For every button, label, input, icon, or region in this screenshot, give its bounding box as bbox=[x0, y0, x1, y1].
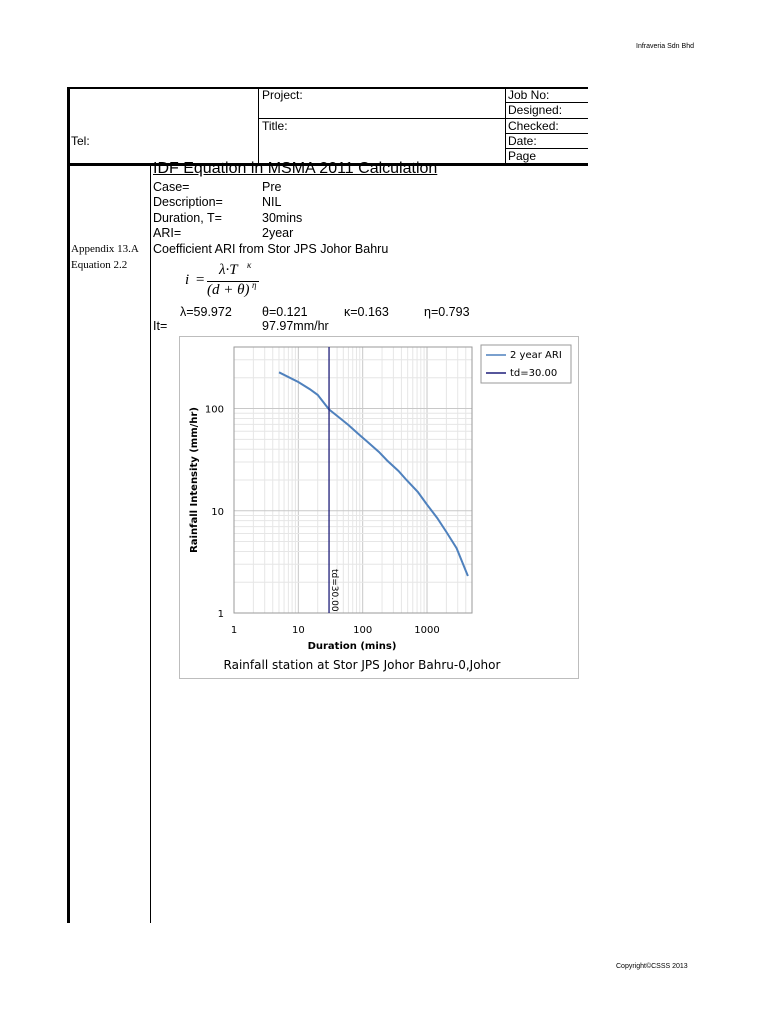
chart-caption: Rainfall station at Stor JPS Johor Bahru-0,Johor bbox=[223, 658, 501, 672]
header-col-divider bbox=[258, 88, 259, 164]
ari-value: 2year bbox=[262, 226, 294, 240]
case-value: Pre bbox=[262, 180, 282, 194]
project-label: Project: bbox=[262, 88, 303, 102]
ari-label: ARI= bbox=[153, 226, 182, 240]
page-left-border bbox=[67, 87, 70, 923]
x-tick-label: 100 bbox=[353, 625, 373, 636]
series-line-2-year-ari bbox=[279, 372, 468, 576]
x-axis-label: Duration (mins) bbox=[307, 641, 397, 652]
y-tick-label: 10 bbox=[211, 506, 224, 518]
copyright: Copyright©CSSS 2013 bbox=[616, 963, 688, 970]
td-line-label: td=30.00 bbox=[329, 569, 340, 612]
it-value: 97.97mm/hr bbox=[262, 319, 329, 333]
formula-eta: η bbox=[252, 280, 257, 290]
idf-chart-svg bbox=[180, 337, 578, 678]
lambda-value: λ=59.972 bbox=[180, 305, 232, 319]
idf-chart bbox=[179, 336, 579, 679]
duration-label: Duration, T= bbox=[153, 211, 222, 225]
y-tick-label: 100 bbox=[204, 404, 224, 416]
duration-value: 30mins bbox=[262, 211, 303, 225]
equation-ref: Equation 2.2 bbox=[71, 259, 128, 271]
margin-column-divider bbox=[150, 165, 151, 923]
theta-value: θ=0.121 bbox=[262, 305, 308, 319]
x-tick-labels bbox=[231, 625, 440, 636]
y-axis-label: Rainfall Intensity (mm/hr) bbox=[189, 407, 200, 553]
job-no-label: Job No: bbox=[508, 88, 550, 102]
header-right-col-divider bbox=[505, 88, 506, 164]
it-label: It= bbox=[153, 319, 168, 333]
x-tick-label: 1 bbox=[230, 625, 238, 636]
kappa-value: κ=0.163 bbox=[344, 305, 389, 319]
case-label: Case= bbox=[153, 180, 190, 194]
formula-equals: = bbox=[195, 272, 206, 288]
y-tick-label: 1 bbox=[217, 609, 224, 620]
y-tick-labels bbox=[205, 405, 224, 620]
checked-label: Checked: bbox=[508, 119, 559, 133]
date-label: Date: bbox=[508, 134, 537, 148]
formula-i: i bbox=[185, 272, 190, 288]
formula-numerator: λ·T bbox=[219, 262, 238, 278]
coefficient-text: Coefficient ARI from Stor JPS Johor Bahru bbox=[153, 242, 389, 256]
legend-label-2-year-ari: 2 year ARI bbox=[510, 350, 562, 361]
formula-denominator: (d + θ) bbox=[207, 282, 250, 298]
formula bbox=[185, 262, 265, 302]
tel-label: Tel: bbox=[71, 134, 90, 148]
designed-label: Designed: bbox=[508, 103, 563, 117]
description-label: Description= bbox=[153, 195, 223, 209]
page-title: IDF Equation in MSMA 2011 Calculation bbox=[153, 160, 438, 177]
x-tick-label: 10 bbox=[291, 625, 305, 636]
description-value: NIL bbox=[262, 195, 282, 209]
appendix-ref: Appendix 13.A bbox=[71, 243, 139, 255]
chart-legend bbox=[481, 345, 571, 383]
eta-value: η=0.793 bbox=[424, 305, 470, 319]
page-label: Page bbox=[508, 149, 537, 163]
legend-label-td: td=30.00 bbox=[510, 368, 558, 379]
title-label: Title: bbox=[262, 119, 288, 133]
formula-kappa: κ bbox=[247, 260, 252, 270]
x-tick-label: 1000 bbox=[414, 625, 440, 636]
chart-grid bbox=[234, 347, 472, 613]
company-name: Infraveria Sdn Bhd bbox=[636, 43, 694, 50]
